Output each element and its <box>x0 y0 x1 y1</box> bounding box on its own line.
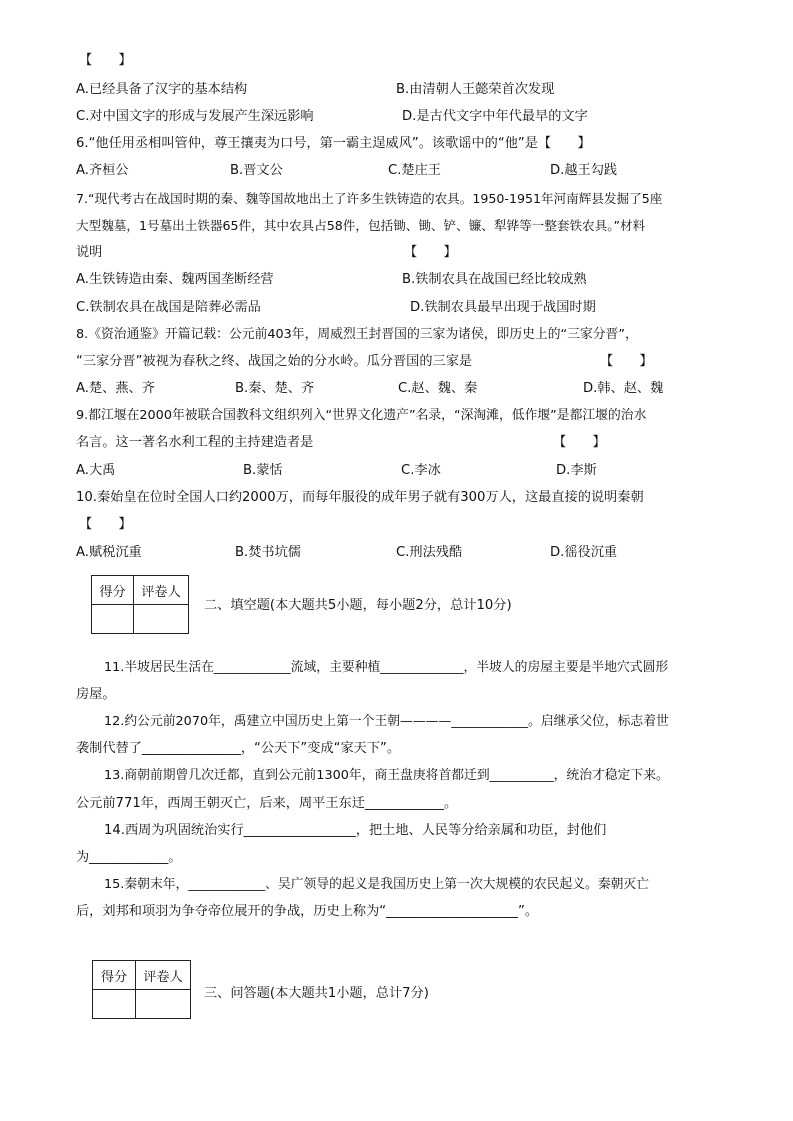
q9-line-2: 名言。这一著名水利工程的主持建造者是 <box>76 435 314 450</box>
section-3-title: 三、问答题(本大题共1小题，总计7分) <box>204 986 429 1001</box>
reviewer-cell <box>136 990 191 1019</box>
score-box-section-2 <box>91 575 189 634</box>
q13-line-1: 13.商朝前期曾几次迁都，直到公元前1300年，商王盘庚将首都迁到__________，统治才稳定下来。 <box>104 768 669 783</box>
q13-line-2: 公元前771年，西周王朝灭亡，后来，周平王东迁____________。 <box>76 796 458 811</box>
q10-option-a: A.赋税沉重 <box>76 545 142 560</box>
q12-line-2: 袭制代替了_______________，“公天下”变成“家天下”。 <box>76 741 401 756</box>
q5-option-a: A.已经具备了汉字的基本结构 <box>76 82 248 97</box>
q9-line-1: 9.都江堰在2000年被联合国教科文组织列入“世界文化遗产”名录，“深淘滩，低作堰”是都江堰的治水 <box>76 408 647 423</box>
q9-option-d: D.李斯 <box>556 463 597 478</box>
q5-option-d: D.是古代文字中年代最早的文字 <box>402 109 588 124</box>
q10-option-b: B.焚书坑儒 <box>235 545 301 560</box>
q5-bracket: 【 】 <box>79 53 132 68</box>
q15-line-2: 后，刘邦和项羽为争夺帝位展开的争战，历史上称为“____________________”。 <box>76 904 539 919</box>
q10-line-1: 10.秦始皇在位时全国人口约2000万，而每年服役的成年男子就有300万人，这最直接的说明秦朝 <box>76 490 644 505</box>
q11-line-1: 11.半坡居民生活在____________流域，主要种植_____________，半坡人的房屋主要是半地穴式圆形 <box>104 660 669 675</box>
q8-bracket: 【 】 <box>600 354 653 369</box>
score-label: 得分 <box>93 961 136 990</box>
reviewer-label: 评卷人 <box>136 961 191 990</box>
q10-option-d: D.徭役沉重 <box>550 545 618 560</box>
q9-option-b: B.蒙恬 <box>243 463 283 478</box>
q8-option-d: D.韩、赵、魏 <box>583 381 664 396</box>
q9-bracket: 【 】 <box>553 435 606 450</box>
q7-option-c: C.铁制农具在战国是陪葬必需品 <box>76 300 261 315</box>
q9-option-c: C.李冰 <box>401 463 441 478</box>
q7-line-2: 大型魏墓，1号墓出土铁器65件，其中农具占58件，包括锄、锄、铲、镰、犁铧等一整套铁农具。”材料 <box>76 218 646 233</box>
q10-option-c: C.刑法残酷 <box>396 545 463 560</box>
q8-option-a: A.楚、燕、齐 <box>76 381 155 396</box>
score-cell <box>93 990 136 1019</box>
reviewer-label: 评卷人 <box>134 576 189 605</box>
q14-line-2: 为____________。 <box>76 850 182 865</box>
q11-line-2: 房屋。 <box>76 687 116 702</box>
reviewer-cell <box>134 605 189 634</box>
q8-option-c: C.赵、魏、秦 <box>398 381 478 396</box>
section-2-title: 二、填空题(本大题共5小题，每小题2分，总计10分) <box>204 598 512 613</box>
q6-option-c: C.楚庄王 <box>388 163 441 178</box>
q6-option-a: A.齐桓公 <box>76 163 129 178</box>
q15-line-1: 15.秦朝末年，____________、吴广领导的起义是我国历史上第一次大规模的农民起义。秦朝灭亡 <box>104 877 650 892</box>
q7-bracket: 【 】 <box>404 245 457 260</box>
q7-line-1: 7.“现代考古在战国时期的秦、魏等国故地出土了许多生铁铸造的农具。1950-1951年河南辉县发掘了5座 <box>76 191 663 206</box>
score-label: 得分 <box>92 576 134 605</box>
score-box-section-3 <box>92 960 191 1019</box>
score-cell <box>92 605 134 634</box>
q6-option-d: D.越王勾践 <box>550 163 618 178</box>
q10-bracket: 【 】 <box>79 517 132 532</box>
q5-option-b: B.由清朝人王懿荣首次发现 <box>396 82 555 97</box>
q7-option-a: A.生铁铸造由秦、魏两国垄断经营 <box>76 272 274 287</box>
q12-line-1: 12.约公元前2070年，禹建立中国历史上第一个王朝————____________。启继承父位，标志着世 <box>104 714 669 729</box>
q7-option-d: D.铁制农具最早出现于战国时期 <box>410 300 596 315</box>
q7-line-3: 说明 <box>76 245 103 260</box>
q6-stem: 6.“他任用丞相叫管仲，尊王攘夷为口号，第一霸主逞威风”。该歌谣中的“他”是【 】 <box>76 136 591 151</box>
q9-option-a: A.大禹 <box>76 463 116 478</box>
q8-line-2: “三家分晋”被视为春秋之终、战国之始的分水岭。瓜分晋国的三家是 <box>76 354 473 369</box>
q5-option-c: C.对中国文字的形成与发展产生深远影响 <box>76 109 314 124</box>
q6-option-b: B.晋文公 <box>230 163 283 178</box>
q8-line-1: 8.《资治通鉴》开篇记载：公元前403年，周威烈王封晋国的三家为诸侯，即历史上的“三家分晋”， <box>76 327 638 342</box>
q14-line-1: 14.西周为巩固统治实行_________________，把土地、人民等分给亲属和功臣，封他们 <box>104 823 607 838</box>
q7-option-b: B.铁制农具在战国已经比较成熟 <box>402 272 587 287</box>
q8-option-b: B.秦、楚、齐 <box>235 381 315 396</box>
